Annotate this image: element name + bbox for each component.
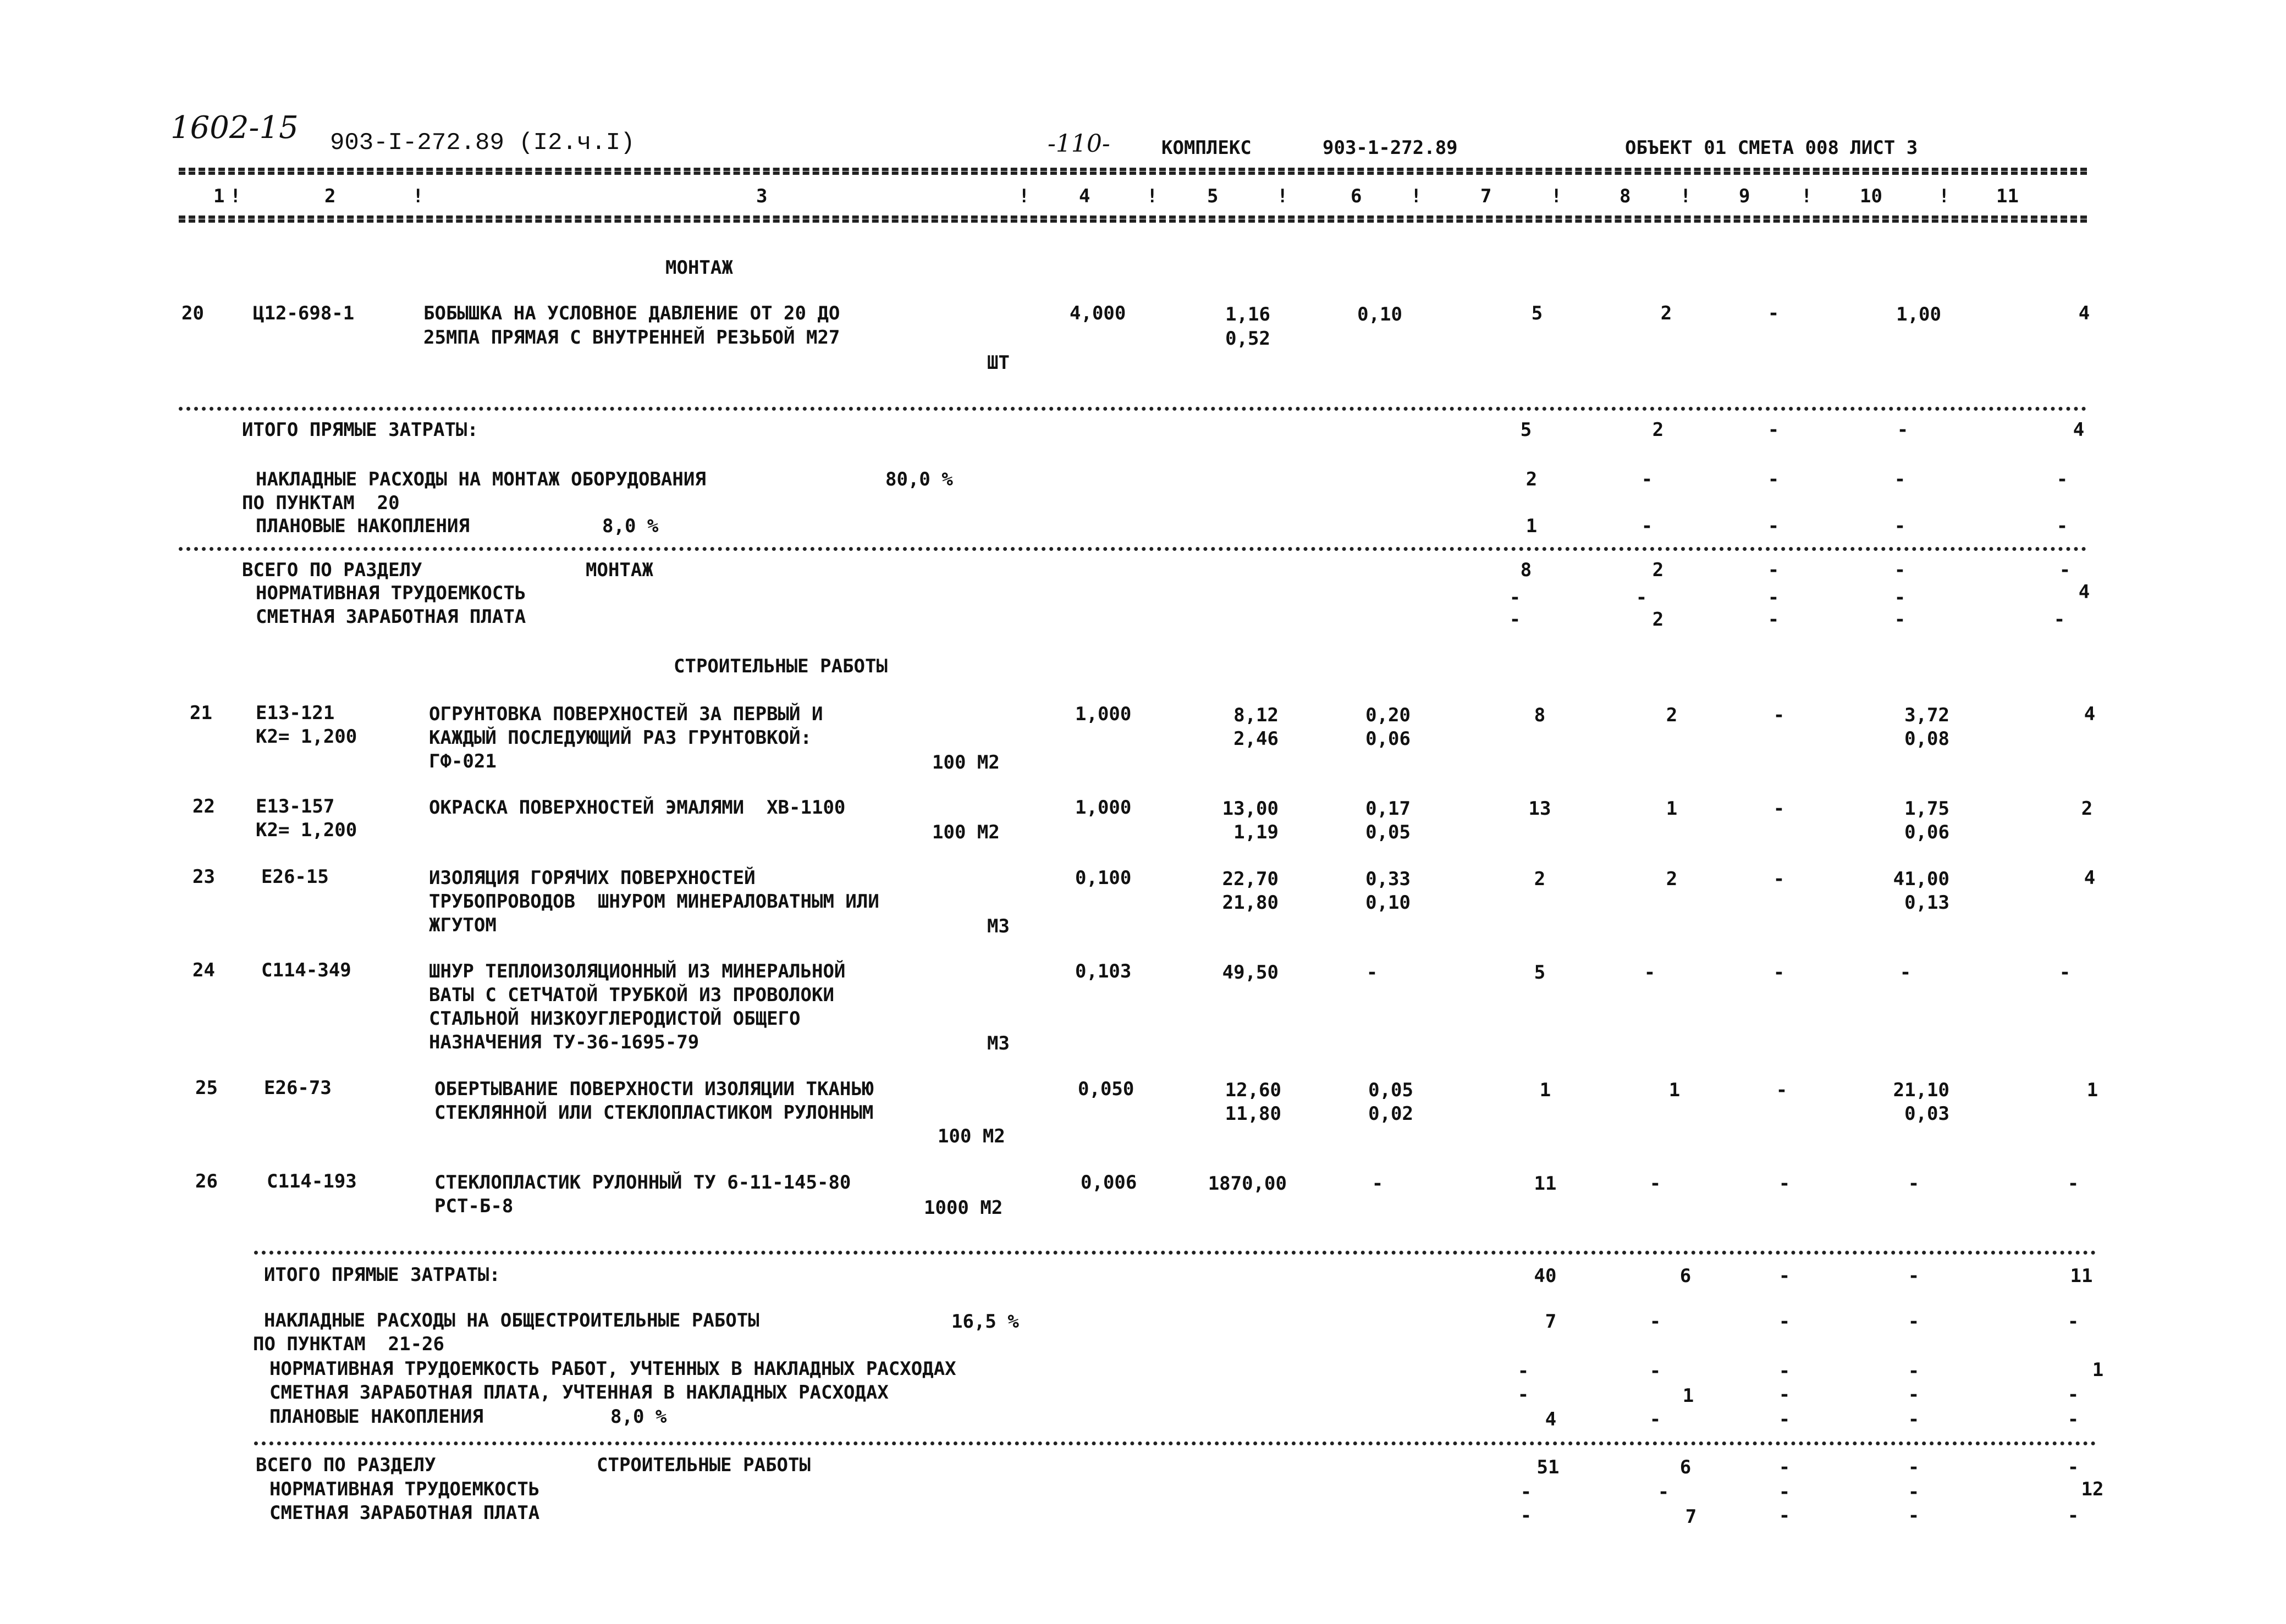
row-desc: 25МПА ПРЯМАЯ С ВНУТРЕННЕЙ РЕЗЬБОЙ М27 [423,327,840,349]
col-num-6: 6 [1351,185,1362,207]
row-qty: 0,100 [1075,867,1132,889]
nakl-c11: - [2056,468,2068,490]
total-c11: 4 [2073,419,2085,441]
header-rule-bottom-2 [179,219,2087,223]
zp-c7: - [1509,609,1521,631]
total-c9: - [1778,1265,1791,1287]
row-coef: К2= 1,200 [256,819,357,841]
row-c6: 0,33 [1365,868,1411,890]
nakl-c10: - [1908,1311,1920,1333]
col-num-1: 1 [213,185,225,207]
row-c11: 4 [2078,302,2090,324]
row-qty: 0,103 [1075,960,1132,982]
norm-c11: 12 [2081,1478,2104,1500]
row-c6: - [1371,1173,1384,1195]
row-desc: ИЗОЛЯЦИЯ ГОРЯЧИХ ПОВЕРХНОСТЕЙ [429,867,756,889]
row-unit: 100 М2 [938,1125,1005,1147]
row-desc: БОБЫШКА НА УСЛОВНОЕ ДАВЛЕНИЕ ОТ 20 ДО [423,302,840,324]
itogo-label: ИТОГО ПРЯМЫЕ ЗАТРАТЫ: [264,1264,500,1286]
row-c10: 1,00 [1896,303,1941,325]
nakl-c8: - [1649,1311,1661,1333]
row-c5: 22,70 [1222,868,1279,890]
row-desc: СТЕКЛОПЛАСТИК РУЛОННЫЙ ТУ 6-11-145-80 [434,1172,851,1194]
page-mark: -110- [1048,130,1110,158]
row-number: 24 [192,959,215,981]
row-qty: 0,050 [1078,1078,1134,1100]
norm-label: НОРМАТИВНАЯ ТРУДОЕМКОСТЬ РАБОТ, УЧТЕННЫХ В НАКЛАДНЫХ РАСХОДАХ [269,1358,956,1380]
row-desc: НАЗНАЧЕНИЯ ТУ-36-1695-79 [429,1031,699,1053]
row-c9: - [1773,798,1785,820]
nakl-c10: - [1894,468,1906,490]
norm-c8: - [1657,1481,1670,1503]
row-c8: 2 [1666,868,1678,890]
row-code: E13-121 [256,702,335,724]
row-c9: - [1778,1173,1791,1195]
norm-c7: - [1509,587,1521,609]
row-unit: 100 М2 [932,752,1000,774]
row-c8: 2 [1660,302,1672,324]
row-code: E26-15 [261,866,329,888]
zp-c10: - [1908,1384,1920,1406]
row-desc: ГФ-021 [429,750,497,772]
zp-c7: - [1517,1384,1529,1406]
row-c5: 11,80 [1225,1103,1281,1125]
plan-pct: 8,0 % [602,515,659,537]
row-unit: М3 [987,915,1010,937]
plan-c8: - [1649,1408,1661,1430]
row-desc: ОГРУНТОВКА ПОВЕРХНОСТЕЙ ЗА ПЕРВЫЙ И [429,703,823,725]
row-unit: 1000 М2 [924,1197,1003,1219]
zp-c10: - [1908,1505,1920,1527]
row-c10: - [1899,962,1912,984]
norm-c11: 1 [2092,1359,2104,1381]
dotted-separator [254,1441,2096,1445]
row-code: E26-73 [264,1077,332,1099]
norm-c10: - [1894,587,1906,609]
row-c7: 11 [1534,1173,1557,1195]
zp-c11: - [2053,609,2065,631]
row-c5: 2,46 [1233,728,1279,750]
row-desc: ОБЕРТЫВАНИЕ ПОВЕРХНОСТИ ИЗОЛЯЦИИ ТКАНЬЮ [434,1078,874,1100]
row-c7: 2 [1534,868,1546,890]
norm-c10: - [1908,1360,1920,1382]
itogo-label: ИТОГО ПРЯМЫЕ ЗАТРАТЫ: [242,419,478,441]
row-unit: 100 М2 [932,821,1000,843]
row-number: 21 [190,702,212,724]
vsego-c8: 6 [1679,1456,1692,1478]
col-num-8: 8 [1620,185,1631,207]
row-c5: 12,60 [1225,1079,1281,1101]
plan-c9: - [1778,1408,1791,1430]
section-title-montazh: МОНТАЖ [665,257,733,279]
zp-label: СМЕТНАЯ ЗАРАБОТНАЯ ПЛАТА [256,606,526,628]
row-c10: 3,72 [1904,704,1949,726]
header-rule-bottom [179,216,2087,219]
nakl-c11: - [2067,1311,2079,1333]
row-c10: 1,75 [1904,798,1949,820]
total-c8: 2 [1652,419,1664,441]
row-c11: 4 [2084,703,2096,725]
zp-label: СМЕТНАЯ ЗАРАБОТНАЯ ПЛАТА [269,1502,540,1524]
row-desc: СТЕКЛЯННОЙ ИЛИ СТЕКЛОПЛАСТИКОМ РУЛОННЫМ [434,1102,874,1124]
row-c8: 1 [1666,798,1678,820]
vsego-section-name: СТРОИТЕЛЬНЫЕ РАБОТЫ [597,1454,811,1476]
norm-c9: - [1778,1360,1791,1382]
row-number: 20 [181,302,204,324]
nakl-label: НАКЛАДНЫЕ РАСХОДЫ НА МОНТАЖ ОБОРУДОВАНИЯ [256,468,706,490]
row-coef: К2= 1,200 [256,726,357,748]
vsego-label: ВСЕГО ПО РАЗДЕЛУ [242,559,422,581]
row-desc: ЖГУТОМ [429,914,497,936]
row-desc: ТРУБОПРОВОДОВ ШНУРОМ МИНЕРАЛОВАТНЫМ ИЛИ [429,891,879,913]
total-c7: 5 [1520,419,1532,441]
row-desc: СТАЛЬНОЙ НИЗКОУГЛЕРОДИСТОЙ ОБЩЕГО [429,1008,801,1030]
complex-value: 903-1-272.89 [1323,137,1458,159]
row-code: Ц12-698-1 [253,302,355,324]
row-c11: 4 [2084,867,2096,889]
nakl-items: ПО ПУНКТАМ 20 [242,492,400,514]
zp-c10: - [1894,609,1906,631]
plan-c9: - [1767,515,1780,537]
section-title-stroy: СТРОИТЕЛЬНЫЕ РАБОТЫ [674,655,888,677]
norm-c8: - [1635,587,1648,609]
row-c5: 8,12 [1233,704,1279,726]
row-number: 26 [195,1170,218,1192]
row-desc: ВАТЫ С СЕТЧАТОЙ ТРУБКОЙ ИЗ ПРОВОЛОКИ [429,984,834,1006]
row-c10: 41,00 [1893,868,1949,890]
vsego-c10: - [1908,1456,1920,1478]
row-c5: 13,00 [1222,798,1279,820]
norm-label: НОРМАТИВНАЯ ТРУДОЕМКОСТЬ [256,582,526,604]
norm-c8: - [1649,1360,1661,1382]
nakl-pct: 16,5 % [951,1311,1019,1333]
zp-c8: 1 [1682,1385,1694,1407]
vsego-c7: 51 [1536,1456,1560,1478]
vsego-c7: 8 [1520,559,1532,581]
row-c6: 0,05 [1365,821,1411,843]
plan-c10: - [1908,1408,1920,1430]
row-c10: 21,10 [1893,1079,1949,1101]
norm-label: НОРМАТИВНАЯ ТРУДОЕМКОСТЬ [269,1478,540,1500]
row-c11: 2 [2081,798,2093,820]
row-c5: 1,19 [1233,821,1279,843]
col-num-7: 7 [1480,185,1492,207]
header-rule-top-2 [179,172,2087,175]
row-c7: 1 [1539,1079,1551,1101]
plan-pct: 8,0 % [610,1406,667,1428]
plan-c10: - [1894,515,1906,537]
zp-c8: 2 [1652,609,1664,631]
vsego-c9: - [1778,1456,1791,1478]
row-c10: - [1908,1173,1920,1195]
total-c10: - [1908,1265,1920,1287]
zp-c9: - [1778,1384,1791,1406]
row-c9: - [1773,962,1785,984]
row-qty: 4,000 [1070,302,1126,324]
plan-label: ПЛАНОВЫЕ НАКОПЛЕНИЯ [269,1406,483,1428]
vsego-c10: - [1894,559,1906,581]
nakl-c9: - [1778,1311,1791,1333]
row-c7: 5 [1534,962,1546,984]
row-c6: - [1366,962,1378,984]
row-c8: - [1644,962,1656,984]
row-c7: 8 [1534,704,1546,726]
total-c10: - [1897,419,1909,441]
norm-c7: - [1517,1360,1529,1382]
zp-c11: - [2067,1384,2079,1406]
dotted-separator [254,1251,2096,1255]
vsego-c9: - [1767,559,1780,581]
object-sheet: ОБЪЕКТ 01 СМЕТА 008 ЛИСТ 3 [1625,137,1918,159]
row-c6: 0,06 [1365,728,1411,750]
norm-c7: - [1520,1481,1532,1503]
row-number: 22 [192,796,215,817]
row-qty: 1,000 [1075,797,1132,819]
zp-label: СМЕТНАЯ ЗАРАБОТНАЯ ПЛАТА, УЧТЕННАЯ В НАКЛАДНЫХ РАСХОДАХ [269,1382,889,1404]
col-num-10: 10 [1860,185,1882,207]
row-code: C114-193 [267,1170,357,1192]
total-c11: 11 [2070,1265,2093,1287]
row-qty: 1,000 [1075,703,1132,725]
row-c9: - [1773,868,1785,890]
total-c9: - [1767,419,1780,441]
row-code: C114-349 [261,959,351,981]
header-rule-top [179,168,2087,171]
norm-c9: - [1778,1481,1791,1503]
row-c5: 0,52 [1225,328,1270,350]
row-c10: 0,03 [1904,1103,1949,1125]
row-desc: ОКРАСКА ПОВЕРХНОСТЕЙ ЭМАЛЯМИ ХВ-1100 [429,797,846,819]
row-unit: М3 [987,1032,1010,1054]
row-c11: 1 [2086,1079,2098,1101]
row-desc: КАЖДЫЙ ПОСЛЕДУЮЩИЙ РАЗ ГРУНТОВКОЙ: [429,727,812,749]
col-num-9: 9 [1739,185,1750,207]
row-c8: 2 [1666,704,1678,726]
row-c6: 0,10 [1357,303,1402,325]
row-c6: 0,17 [1365,798,1411,820]
row-c6: 0,20 [1365,704,1411,726]
vsego-c11: - [2059,559,2071,581]
vsego-label: ВСЕГО ПО РАЗДЕЛУ [256,1454,436,1476]
plan-label: ПЛАНОВЫЕ НАКОПЛЕНИЯ [256,515,470,537]
row-c5: 1870,00 [1208,1173,1287,1195]
total-c8: 6 [1679,1265,1692,1287]
nakl-c8: - [1641,468,1653,490]
row-c10: 0,06 [1904,821,1949,843]
vsego-c11: - [2067,1456,2079,1478]
plan-c8: - [1641,515,1653,537]
row-c6: 0,10 [1365,892,1411,914]
nakl-items: ПО ПУНКТАМ 21-26 [253,1333,444,1355]
row-c8: - [1649,1173,1661,1195]
zp-c8: 7 [1685,1506,1697,1528]
row-c9: - [1773,704,1785,726]
document-number: 903-I-272.89 (I2.ч.I) [330,129,635,157]
norm-c9: - [1767,587,1780,609]
nakl-c9: - [1767,468,1780,490]
col-num-11: 11 [1996,185,2019,207]
vsego-c8: 2 [1652,559,1664,581]
zp-c11: - [2067,1505,2079,1527]
row-code: E13-157 [256,796,335,817]
row-c5: 49,50 [1222,962,1279,984]
col-num-5: 5 [1207,185,1219,207]
nakl-label: НАКЛАДНЫЕ РАСХОДЫ НА ОБЩЕСТРОИТЕЛЬНЫЕ РАБОТЫ [264,1310,759,1332]
nakl-c7: 2 [1525,468,1538,490]
zp-c7: - [1520,1505,1532,1527]
col-num-3: 3 [756,185,768,207]
row-number: 25 [195,1077,218,1099]
col-num-4: 4 [1079,185,1090,207]
row-qty: 0,006 [1081,1172,1137,1194]
plan-c11: - [2056,515,2068,537]
row-c10: 0,13 [1904,892,1949,914]
row-desc: ШНУР ТЕПЛОИЗОЛЯЦИОННЫЙ ИЗ МИНЕРАЛЬНОЙ [429,960,846,982]
row-number: 23 [192,866,215,888]
norm-c11: 4 [2078,581,2090,603]
row-unit: ШТ [987,352,1010,374]
plan-c7: 4 [1545,1408,1557,1430]
handwritten-id: 1602-15 [170,110,299,146]
dotted-separator [179,407,2087,411]
total-c7: 40 [1534,1265,1557,1287]
row-c7: 5 [1531,302,1543,324]
col-num-2: 2 [324,185,336,207]
row-c5: 21,80 [1222,892,1279,914]
zp-c9: - [1767,609,1780,631]
nakl-pct: 80,0 % [885,468,953,490]
row-c9: - [1776,1079,1788,1101]
row-c9: - [1767,302,1780,324]
norm-c10: - [1908,1481,1920,1503]
dotted-separator [179,547,2087,551]
row-c10: 0,08 [1904,728,1949,750]
row-c11: - [2059,962,2071,984]
row-c6: 0,05 [1368,1079,1413,1101]
row-c6: 0,02 [1368,1103,1413,1125]
nakl-c7: 7 [1545,1311,1557,1333]
plan-c11: - [2067,1408,2079,1430]
row-desc: РСТ-Б-8 [434,1195,514,1217]
row-c8: 1 [1668,1079,1681,1101]
vsego-section-name: МОНТАЖ [586,559,653,581]
row-c5: 1,16 [1225,303,1270,325]
row-c11: - [2067,1173,2079,1195]
zp-c9: - [1778,1505,1791,1527]
complex-label: КОМПЛЕКС [1161,137,1252,159]
row-c7: 13 [1528,798,1551,820]
plan-c7: 1 [1525,515,1538,537]
